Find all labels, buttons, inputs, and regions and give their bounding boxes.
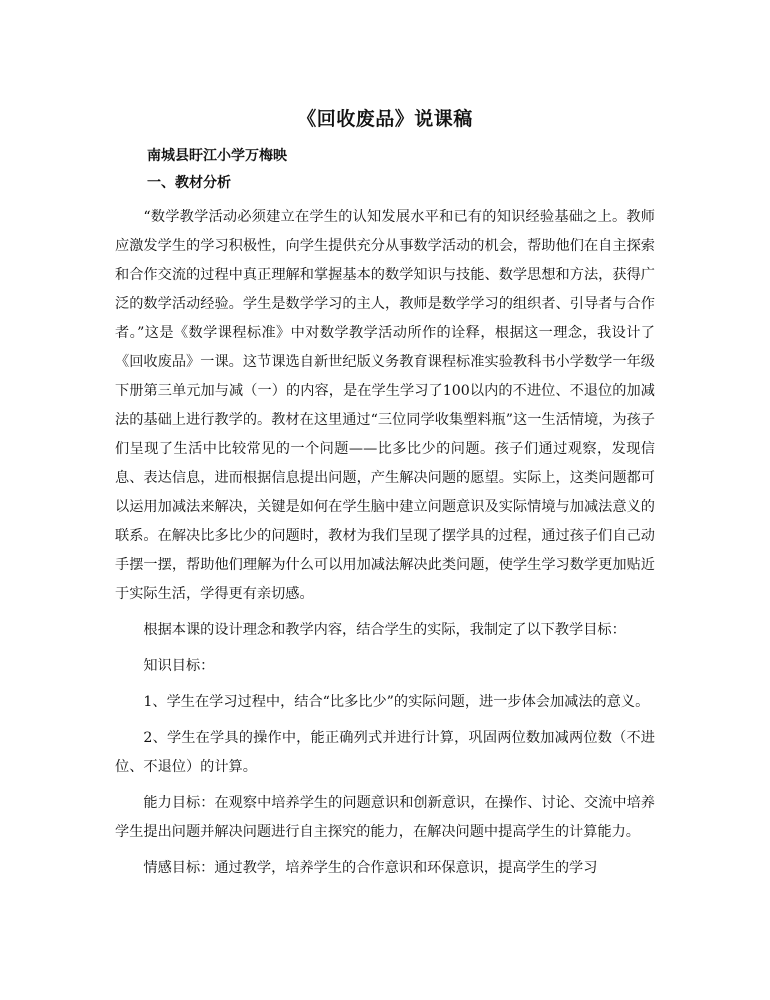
document-body [115, 203, 655, 890]
paragraph-goals-intro: 根据本课的设计理念和教学内容，结合学生的实际，我制定了以下教学目标： [143, 622, 626, 638]
section-heading-teaching-material-analysis: 一、教材分析 [147, 175, 231, 191]
paragraph-ability-goal: 能力目标：在观察中培养学生的问题意识和创新意识，在操作、讨论、交流中培养学生提出问题并解决问题进行自主探究的能力，在解决问题中提高学生的计算能力。 [115, 795, 655, 840]
document-title: 《回收废品》说课稿 [297, 108, 473, 130]
paragraph-emotion-goal: 情感目标：通过教学，培养学生的合作意识和环保意识，提高学生的学习 [143, 860, 598, 876]
paragraph-intro: “数学教学活动必须建立在学生的认知发展水平和已有的知识经验基础之上。教师应激发学生的学习积极性，向学生提供充分从事数学活动的机会，帮助他们在自主探索和合作交流的过程中真正理解和掌握基本的数学知识与技能、数学思想和方法，获得广泛的数学活动经验。学生是数学学习的主人，教师是数学学习的组织者、引导者与合作者。”这是《数学课程标准》中对数学教学活动所作的诠释，根据这一理念，我设计了《回收废品》一课。这节课选自新世纪版义务教育课程标准实验教科书小学数学一年级下册第三单元加与减（一）的内容，是在学生学习了100以内的不进位、不退位的加减法的基础上进行教学的。教材在这里通过“三位同学收集塑料瓶”这一生活情境，为孩子们呈现了生活中比较常见的一个问题——比多比少的问题。孩子们通过观察，发现信息、表达信息，进而根据信息提出问题，产生解决问题的愿望。实际上，这类问题都可以运用加减法来解决，关键是如何在学生脑中建立问题意识及实际情境与加减法意义的联系。在解决比多比少的问题时，教材为我们呈现了摆学具的过程，通过孩子们自己动手摆一摆，帮助他们理解为什么可以用加减法解决此类问题，使学生学习数学更加贴近于实际生活，学得更有亲切感。 [115, 209, 655, 602]
document-author: 南城县盱江小学万梅映 [147, 148, 287, 164]
paragraph-knowledge-goals-label: 知识目标： [143, 658, 215, 674]
paragraph-knowledge-goal-1: 1、学生在学习过程中，结合“比多比少”的实际问题，进一步体会加减法的意义。 [143, 694, 650, 710]
paragraph-knowledge-goal-2: 2、学生在学具的操作中，能正确列式并进行计算，巩固两位数加减两位数（不进位、不退位）的计算。 [115, 730, 655, 775]
